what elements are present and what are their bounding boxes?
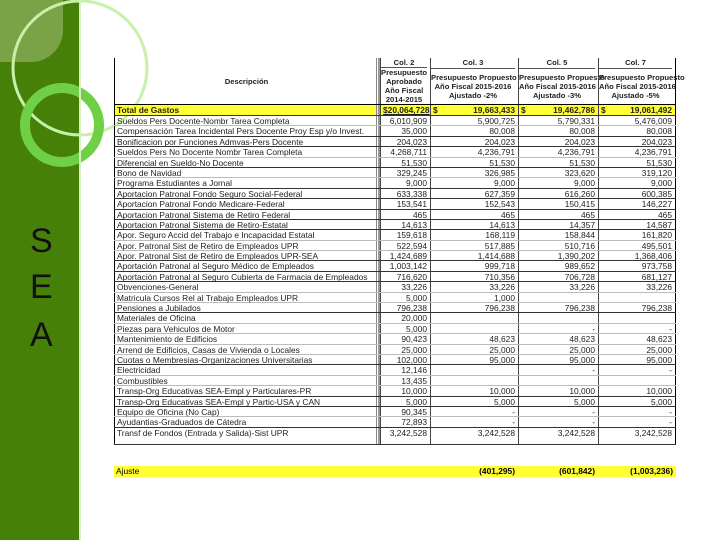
row-value-col2: 4,268,711: [380, 147, 430, 156]
table-row: [114, 376, 676, 386]
col3-title-line: Presupuesto Propuesto: [431, 73, 517, 82]
row-description: Combustibles: [114, 376, 376, 385]
row-value-col3: 14,613: [430, 220, 518, 229]
ajuste-col5: (601,842): [559, 466, 595, 476]
row-value-col2: 3,242,528: [380, 428, 430, 444]
row-value-col7: 9,000: [598, 178, 676, 187]
row-value-col3: 51,530: [430, 158, 518, 167]
table-row: [114, 303, 676, 313]
table-row: [114, 178, 676, 188]
table-row: [114, 251, 676, 261]
row-value-col2: 12,146: [380, 365, 430, 374]
currency-sign: $: [601, 105, 606, 115]
row-description: Transf de Fondos (Entrada y Salida)-Sist UPR: [114, 428, 376, 444]
total-col3: [430, 105, 518, 115]
row-value-col7: 33,226: [598, 282, 676, 291]
row-value-col7: 146,227: [598, 199, 676, 208]
row-value-col7: 1,368,406: [598, 251, 676, 260]
ajuste-col2: [380, 466, 430, 477]
table-row: [114, 386, 676, 396]
row-value-col5: 204,023: [518, 137, 598, 146]
table-row: [114, 137, 676, 147]
row-value-col7: 600,385: [598, 189, 676, 198]
row-value-col7: [598, 376, 676, 385]
row-value-col3: 10,000: [430, 386, 518, 395]
row-value-col3: 999,718: [430, 261, 518, 270]
sea-letter-s: S: [30, 222, 53, 260]
row-value-col7: 465: [598, 210, 676, 219]
row-description: Pensiones a Jubilados: [114, 303, 376, 312]
row-value-col3: 25,000: [430, 345, 518, 354]
table-row: [114, 324, 676, 334]
row-description: Obvenciones-General: [114, 282, 376, 291]
row-value-col2: 10,000: [380, 386, 430, 395]
col5-label: Col. 5: [519, 58, 595, 69]
row-value-col3: 33,226: [430, 282, 518, 291]
table-row: [114, 241, 676, 251]
row-description: Ayudantias-Graduados de Cátedra: [114, 417, 376, 426]
table-row: [114, 220, 676, 230]
row-value-col5: 706,728: [518, 272, 598, 281]
row-value-col3: 465: [430, 210, 518, 219]
table-row: [114, 168, 676, 178]
row-value-col2: 9,000: [380, 178, 430, 187]
row-description: Transp-Org Educativas SEA-Empl y Partic-USA y CAN: [114, 397, 376, 406]
table-row: [114, 313, 676, 323]
row-value-col7: 495,501: [598, 241, 676, 250]
header-col2: [380, 58, 430, 104]
row-value-col5: 158,844: [518, 230, 598, 239]
row-value-col7: 204,023: [598, 137, 676, 146]
row-value-col3: 5,900,725: [430, 116, 518, 125]
col2-title-line: Presupuesto: [381, 68, 427, 77]
row-value-col7: 95,000: [598, 355, 676, 364]
sidebar-edge: [79, 0, 81, 540]
currency-sign: $: [433, 105, 438, 115]
col7-title-line: Año Fiscal 2015-2016: [599, 82, 676, 91]
row-value-col7: 796,238: [598, 303, 676, 312]
row-value-col7: [598, 313, 676, 322]
row-value-col2: 14,613: [380, 220, 430, 229]
row-value-col3: -: [430, 407, 518, 416]
row-value-col5: 5,000: [518, 397, 598, 406]
row-value-col2: 102,000: [380, 355, 430, 364]
row-value-col3: 1,000: [430, 293, 518, 302]
row-description: Bono de Navidad: [114, 168, 376, 177]
table-row: [114, 230, 676, 240]
row-value-col7: 51,530: [598, 158, 676, 167]
row-description: Equipo de Oficina (No Cap): [114, 407, 376, 416]
row-description: Aportacion Patronal Fondo Medicare-Federal: [114, 199, 376, 208]
table-row: [114, 126, 676, 136]
row-value-col3: 5,000: [430, 397, 518, 406]
row-value-col5: [518, 376, 598, 385]
header-col5: [518, 58, 605, 104]
row-value-col5: [518, 293, 598, 302]
row-description: Sueldos Pers Docente-Nombr Tarea Completa: [114, 116, 376, 125]
header-col7: [598, 58, 685, 104]
total-value: 19,462,786: [553, 105, 595, 115]
col5-title-line: Presupuesto Propuesto: [519, 73, 605, 82]
row-value-col7: 973,758: [598, 261, 676, 270]
row-value-col7: 3,242,528: [598, 428, 676, 444]
row-description: Arrend de Edificios, Casas de Vivienda o Locales: [114, 345, 376, 354]
table-row: [114, 158, 676, 168]
col7-title-line: Ajustado -5%: [611, 91, 660, 100]
row-value-col5: 989,652: [518, 261, 598, 270]
row-value-col3: 80,008: [430, 126, 518, 135]
row-description: Cuotas o Membresias-Organizaciones Universitarias: [114, 355, 376, 364]
row-value-col3: 3,242,528: [430, 428, 518, 444]
row-value-col5: 10,000: [518, 386, 598, 395]
row-value-col3: 168,119: [430, 230, 518, 239]
row-description: Bonificacion por Funciones Admvas-Pers Docente: [114, 137, 376, 146]
row-value-col5: 5,790,331: [518, 116, 598, 125]
row-value-col3: 9,000: [430, 178, 518, 187]
row-value-col3: [430, 324, 518, 333]
row-value-col3: 48,623: [430, 334, 518, 343]
col3-label: Col. 3: [431, 58, 515, 69]
row-value-col3: 4,236,791: [430, 147, 518, 156]
row-value-col7: 681,127: [598, 272, 676, 281]
col3-title-line: Ajustado -2%: [448, 91, 498, 100]
row-value-col2: 522,594: [380, 241, 430, 250]
row-value-col7: -: [598, 365, 676, 374]
row-value-col2: 20,000: [380, 313, 430, 322]
row-value-col5: 150,415: [518, 199, 598, 208]
row-value-col2: 1,003,142: [380, 261, 430, 270]
row-value-col2: 633,338: [380, 189, 430, 198]
row-value-col5: 51,530: [518, 158, 598, 167]
table-row: [114, 334, 676, 344]
table-row: [114, 199, 676, 209]
row-value-col3: 627,359: [430, 189, 518, 198]
row-value-col3: [430, 313, 518, 322]
row-value-col5: -: [518, 417, 598, 426]
row-value-col5: [518, 313, 598, 322]
currency-sign: $: [521, 105, 526, 115]
budget-table: [114, 58, 685, 445]
row-value-col3: [430, 365, 518, 374]
row-value-col5: 33,226: [518, 282, 598, 291]
row-value-col5: 95,000: [518, 355, 598, 364]
table-row: [114, 272, 676, 282]
col7-label: Col. 7: [599, 58, 672, 69]
ajuste-col7: (1,003,236): [630, 466, 673, 476]
table-row: [114, 147, 676, 157]
table-row: [114, 293, 676, 303]
row-value-col2: 5,000: [380, 324, 430, 333]
row-value-col2: 153,541: [380, 199, 430, 208]
row-description: Mantenimiento de Edificios: [114, 334, 376, 343]
table-row: [114, 116, 676, 126]
row-value-col2: 1,424,689: [380, 251, 430, 260]
table-row: [114, 355, 676, 365]
header-col3: [430, 58, 518, 104]
row-value-col3: 326,985: [430, 168, 518, 177]
row-value-col3: 152,543: [430, 199, 518, 208]
row-description: Transp-Org Educativas SEA-Empl y Particulares-PR: [114, 386, 376, 395]
row-value-col2: 25,000: [380, 345, 430, 354]
row-value-col2: 6,010,909: [380, 116, 430, 125]
row-value-col2: 204,023: [380, 137, 430, 146]
row-description: Aportacion Patronal Sistema de Retiro Federal: [114, 210, 376, 219]
row-value-col7: -: [598, 324, 676, 333]
row-description: Aportación Patronal al Seguro Cubierta de Farmacia de Empleados: [114, 272, 376, 281]
row-value-col7: 10,000: [598, 386, 676, 395]
row-description: Apor. Patronal Sist de Retiro de Empleados UPR: [114, 241, 376, 250]
row-value-col3: 517,885: [430, 241, 518, 250]
row-value-col5: 510,716: [518, 241, 598, 250]
total-col5: [518, 105, 598, 115]
col2-title-line: Año Fiscal: [384, 86, 424, 95]
row-value-col5: 796,238: [518, 303, 598, 312]
col2-label: Col. 2: [381, 58, 427, 68]
row-description: Aportacion Patronal Fondo Seguro Social-Federal: [114, 189, 376, 198]
row-description: Aportación Patronal al Seguro Médico de Empleados: [114, 261, 376, 270]
row-description: Sueldos Pers No Docente Nombr Tarea Completa: [114, 147, 376, 156]
sea-letter-e: E: [30, 268, 53, 306]
row-description: Compensación Tarea Incidental Pers Docente Proy Esp y/o Invest.: [114, 126, 376, 135]
row-value-col7: [598, 293, 676, 302]
row-value-col5: -: [518, 365, 598, 374]
row-value-col5: 3,242,528: [518, 428, 598, 444]
header-description: Descripción: [114, 58, 376, 104]
row-value-col2: 33,226: [380, 282, 430, 291]
row-value-col7: -: [598, 417, 676, 426]
row-value-col2: 159,618: [380, 230, 430, 239]
row-value-col3: 95,000: [430, 355, 518, 364]
table-row: [114, 210, 676, 220]
table-row: [114, 261, 676, 271]
total-value: 19,061,492: [630, 105, 672, 115]
row-value-col3: 1,414,688: [430, 251, 518, 260]
row-value-col7: 4,236,791: [598, 147, 676, 156]
row-description: Piezas para Vehiculos de Motor: [114, 324, 376, 333]
row-value-col3: -: [430, 417, 518, 426]
row-description: Apor. Seguro Accid del Trabajo e Incapacidad Estatal: [114, 230, 376, 239]
row-value-col2: 5,000: [380, 293, 430, 302]
row-value-col7: 319,120: [598, 168, 676, 177]
col5-title-line: Año Fiscal 2015-2016: [519, 82, 596, 91]
ajuste-col3: (401,295): [479, 466, 515, 476]
row-value-col5: 1,390,202: [518, 251, 598, 260]
row-value-col5: 48,623: [518, 334, 598, 343]
ajuste-row: [114, 466, 676, 477]
table-header: [114, 58, 685, 105]
row-value-col7: 48,623: [598, 334, 676, 343]
row-value-col2: 35,000: [380, 126, 430, 135]
row-value-col3: [430, 376, 518, 385]
row-value-col5: -: [518, 407, 598, 416]
row-value-col7: 161,820: [598, 230, 676, 239]
table-row: [114, 417, 676, 427]
col7-title-line: Presupuesto Propuesto: [599, 73, 685, 82]
sea-letter-a: A: [30, 316, 53, 354]
table-row: [114, 365, 676, 375]
total-col2: $20,064,728: [380, 105, 430, 115]
row-value-col5: 14,357: [518, 220, 598, 229]
col2-title-line: Aprobado: [386, 77, 422, 86]
row-value-col2: 329,245: [380, 168, 430, 177]
row-value-col5: 465: [518, 210, 598, 219]
row-value-col5: 323,620: [518, 168, 598, 177]
row-value-col2: 72,893: [380, 417, 430, 426]
row-value-col2: 51,530: [380, 158, 430, 167]
table-row: [114, 397, 676, 407]
row-value-col2: 90,423: [380, 334, 430, 343]
row-description: Apor. Patronal Sist de Retiro de Empleados UPR-SEA: [114, 251, 376, 260]
row-value-col2: 90,345: [380, 407, 430, 416]
row-description: Aportacion Patronal Sistema de Retiro-Estatal: [114, 220, 376, 229]
row-value-col3: 710,356: [430, 272, 518, 281]
table-body: [114, 116, 676, 445]
col2-title-line: 2014-2015: [385, 95, 423, 104]
row-description: Matricula Cursos Rel al Trabajo Empleados UPR: [114, 293, 376, 302]
row-description: Materiales de Oficina: [114, 313, 376, 322]
table-row: [114, 189, 676, 199]
row-value-col3: 796,238: [430, 303, 518, 312]
total-label: Total de Gastos: [114, 105, 376, 115]
table-row: [114, 407, 676, 417]
row-value-col2: 465: [380, 210, 430, 219]
row-description: Diferencial en Sueldo-No Docente: [114, 158, 376, 167]
row-value-col7: 14,587: [598, 220, 676, 229]
row-description: Programa Estudiantes a Jornal: [114, 178, 376, 187]
row-value-col7: 5,476,009: [598, 116, 676, 125]
row-value-col5: 80,008: [518, 126, 598, 135]
row-value-col2: 716,620: [380, 272, 430, 281]
row-value-col5: -: [518, 324, 598, 333]
total-col7: [598, 105, 676, 115]
total-value: 19,663,433: [473, 105, 515, 115]
row-value-col2: 796,238: [380, 303, 430, 312]
row-value-col7: 5,000: [598, 397, 676, 406]
row-value-col5: 616,260: [518, 189, 598, 198]
col5-title-line: Ajustado -3%: [532, 91, 582, 100]
row-value-col5: 9,000: [518, 178, 598, 187]
row-value-col3: 204,023: [430, 137, 518, 146]
row-value-col7: 25,000: [598, 345, 676, 354]
ajuste-label: Ajuste: [116, 466, 140, 476]
row-value-col2: 13,435: [380, 376, 430, 385]
row-value-col5: 4,236,791: [518, 147, 598, 156]
row-value-col7: 80,008: [598, 126, 676, 135]
row-description: Electricidad: [114, 365, 376, 374]
table-row: [114, 345, 676, 355]
row-value-col2: 5,000: [380, 397, 430, 406]
col3-title-line: Año Fiscal 2015-2016: [434, 82, 512, 91]
table-row: [114, 428, 676, 445]
table-row: [114, 282, 676, 292]
total-row: [114, 105, 676, 116]
row-value-col7: -: [598, 407, 676, 416]
row-value-col5: 25,000: [518, 345, 598, 354]
